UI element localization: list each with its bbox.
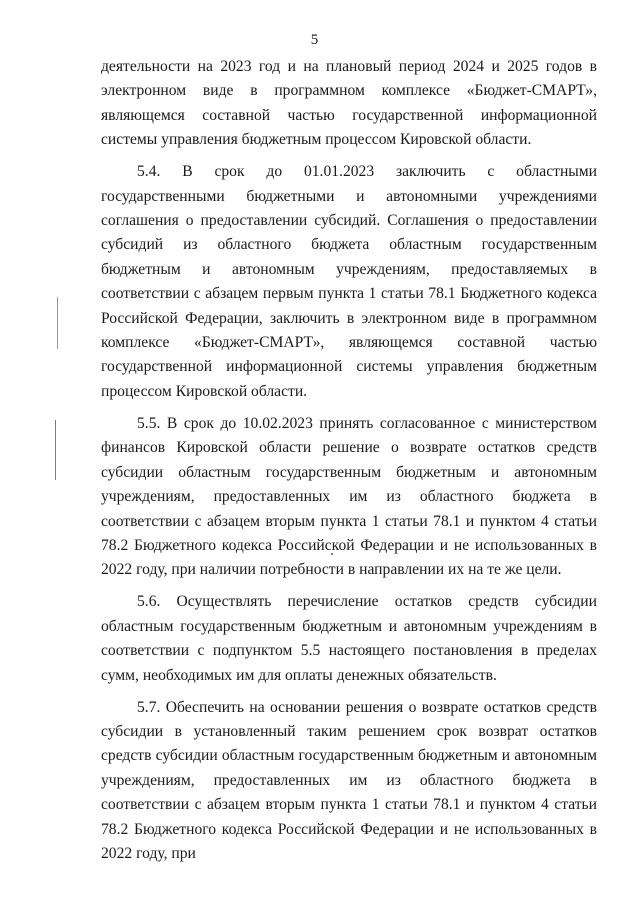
page-number: 5 xyxy=(310,32,319,48)
document-body xyxy=(101,55,597,866)
margin-scan-mark xyxy=(55,420,56,480)
paragraph-5-7: 5.7. Обеспечить на основании решения о возврате остатков средств субсидии в установленный таким решением срок возврат остатков средств субсидии областным государственным бюджетным и автономным учреждениям, предоставленных им из областного бюджета в соответствии с абзацем вторым пункта 1 статьи 78.1 и пунктом 4 статьи 78.2 Бюджетного кодекса Российской Федерации и не использованных в 2022 году, при xyxy=(101,698,597,862)
margin-scan-mark xyxy=(57,297,58,349)
paragraph-5-4: 5.4. В срок до 01.01.2023 заключить с областными государственными бюджетными и автономными учреждениями соглашения о предоставлении субсидий. Соглашения о предоставлении субсидий из областного бюджета областным государственным бюджетным и автономным учреждениям, предоставляемых в соответствии с абзацем первым пункта 1 статьи 78.1 Бюджетного кодекса Российской Федерации, заключить в электронном виде в программном комплексе «Бюджет-СМАРТ», являющемся составной частью государственной информационной системы управления бюджетным процессом Кировской области. xyxy=(101,163,597,400)
paragraph-5-5: 5.5. В срок до 10.02.2023 принять согласованное с министерством финансов Кировской области решение о возврате остатков средств субсидии областным государственным бюджетным и автономным учреждениям, предоставленных им из областного бюджета в соответствии с абзацем вторым пункта 1 статьи 78.1 и пунктом 4 статьи 78.2 Бюджетного кодекса Российской Федерации и не использованных в 2022 году, при наличии потребности в направлении их на те же цели. xyxy=(101,414,597,579)
paragraph-5-6: 5.6. Осуществлять перечисление остатков средств субсидии областным государственным бюджетным и автономным учреждениям в соответствии с подпунктом 5.5 настоящего постановления в пределах сумм, необходимых им для оплаты денежных обязательств. xyxy=(101,593,597,684)
paragraph-continuation: деятельности на 2023 год и на плановый период 2024 и 2025 годов в электронном виде в программном комплексе «Бюджет-СМАРТ», являющемся составной частью государственной информационной системы управления бюджетным процессом Кировской области. xyxy=(101,58,597,149)
